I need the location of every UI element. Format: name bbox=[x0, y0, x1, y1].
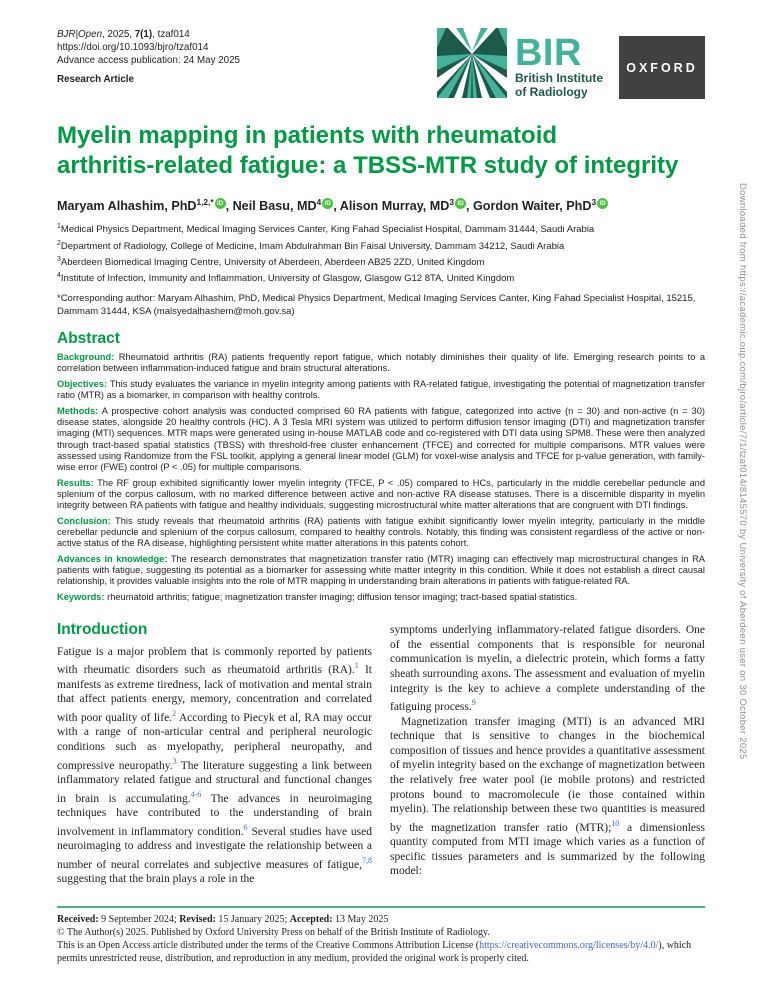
publisher-logos bbox=[437, 28, 705, 99]
intro-paragraph-2: Magnetization transfer imaging (MTI) is an advanced MRI technique that is sensitive to changes in the biochemical composition of tissues and hence provides a quantitative assessment of myelin integrity based on the exchange of magnetization between the relatively free water pool (ie mobile protons) and restricted protons bound to macromolecule (ie those contained within myelin). The relationship between these two quantities is measured by the magnetization transfer ratio (MTR);$^{10}$ a dimensionless quantity computed from MTI image which varies as a function of specific tissues parameters and is summarized by the following model: bbox=[390, 715, 705, 878]
orcid-icon[interactable]: iD bbox=[455, 198, 466, 209]
authors-line bbox=[57, 197, 705, 213]
intro-column-right bbox=[390, 623, 705, 886]
introduction-section bbox=[57, 623, 705, 886]
citation-ref[interactable]: 3 bbox=[172, 756, 177, 766]
abstract-heading: Abstract bbox=[57, 329, 120, 347]
citation-ref[interactable]: 10 bbox=[611, 818, 620, 828]
citation-ref[interactable]: 4-6 bbox=[190, 789, 202, 799]
license-line: This is an Open Access article distributed under the terms of the Creative Commons Attribution License (https://creativecommons.org/licenses/by/4.0/), which permits unrestricted reuse, distribution, and reproduction in any medium, provided the original work is properly cited. bbox=[57, 940, 692, 964]
bir-acronym: BIR bbox=[514, 32, 582, 74]
page-header bbox=[57, 28, 705, 99]
abstract-section-background: Background: Rheumatoid arthritis (RA) patients frequently report fatigue, which notably diminishes their quality of life. Emerging research points to a correlation between inflammation-induced fatigue and brain structural alterations. bbox=[57, 352, 705, 374]
page-footer bbox=[57, 906, 705, 965]
affiliation-line-4: $^4$Institute of Infection, Immunity and Inflammation, University of Glasgow, Glasgow G12 8TA, United Kingdom bbox=[57, 272, 515, 285]
advance-access-line: Advance access publication: 24 May 2025 bbox=[57, 55, 240, 66]
citation-ref[interactable]: 2 bbox=[172, 709, 177, 719]
bir-wordmark bbox=[515, 28, 603, 99]
affiliation-line-1: $^1$Medical Physics Department, Medical Imaging Services Canter, King Fahad Specialist Hospital, Dammam 31444, Saudi Arabia bbox=[57, 223, 595, 236]
affiliations-block bbox=[57, 220, 705, 285]
bir-name: British Institute of Radiology bbox=[514, 71, 603, 99]
bir-sunburst-icon bbox=[437, 28, 507, 99]
author-4: , Gordon Waiter, PhD$^3$ iD bbox=[466, 199, 608, 213]
citation-ref[interactable]: 6 bbox=[243, 822, 248, 832]
intro-paragraph-1-continued: symptoms underlying inflammatory-related fatigue disorders. One of the essential components that is responsible for neuronal communication is myelin, a dielectric protein, which forms a fatty sheath surrounding axons. The assessment and evaluation of myelin integrity is the key to achieve a complete understanding of the fatiguing process.$^9$ bbox=[390, 624, 705, 714]
author-3: , Alison Murray, $MD^3$ iD bbox=[333, 199, 466, 213]
abstract-section-methods: Methods: A prospective cohort analysis was conducted comprised 60 RA patients with fatigue, categorized into active (n = 30) and non-active (n = 30) disease states, alongside 20 healthy controls (HC). A 3 Tesla MRI system was utilized to perform diffusion tensor imaging (DTI) and magnetization transfer imaging (MTI) sequences. MTR maps were generated using in-house MATLAB code and co-registered with DTI data using SPM8. These were then analyzed through tract-based spatial statistics (TBSS) with threshold-free cluster enhancement (TFCE) and corrected for multiple comparisons. MTR values were assessed using Randomize from the FSL toolkit, applying a general linear model (GLM) for voxel-wise analysis and TFCE for p-value generation, with family-wise error (FWE) control (P < .05) for multiple comparisons. bbox=[57, 406, 705, 473]
citation-ref[interactable]: 7,8 bbox=[362, 855, 372, 865]
article-type-label: Research Article bbox=[57, 74, 134, 85]
affiliation-line-2: $^2$Department of Radiology, College of Medicine, Imam Abdulrahman Bin Faisal University, Dammam 34212, Saudi Arabia bbox=[57, 239, 565, 252]
abstract-section-objectives: Objectives: This study evaluates the variance in myelin integrity among patients with RA-related fatigue, investigating the potential of magnetization transfer ratio (MTR) as a biomarker, in comparison with healthy controls. bbox=[57, 379, 705, 401]
affiliation-line-3: $^3$Aberdeen Biomedical Imaging Centre, University of Aberdeen, Aberdeen AB25 2ZD, United Kingdom bbox=[57, 255, 485, 269]
abstract-section-keywords: Keywords: rheumatoid arthritis; fatigue; magnetization transfer imaging; diffusion tensor imaging; tract-based spatial statistics. bbox=[57, 592, 578, 603]
abstract-section-advances: Advances in knowledge: The research demonstrates that magnetization transfer ratio (MTR) imaging can effectively map microstructural changes in RA patients with fatigue, suggesting its potential as a biomarker for assessing white matter integrity in this condition. While it does not establish a direct causal relationship, it provides valuable insights into the role of MTR mapping in understanding brain alterations in patients with fatigue-related RA. bbox=[57, 553, 705, 587]
introduction-heading: Introduction bbox=[57, 621, 148, 639]
intro-column-left bbox=[57, 623, 372, 886]
orcid-icon[interactable]: iD bbox=[215, 198, 226, 209]
journal-citation-line: BJR|Open, 2025, 7(1), tzaf014 bbox=[57, 29, 190, 40]
abstract-section-conclusion: Conclusion: This study reveals that rheumatoid arthritis (RA) patients with fatigue exhibit significantly lower myelin integrity, particularly in the middle cerebellar peduncle and splenium of the corpus callosum, compared to healthy controls. Notably, this finding was consistent regardless of the active or non-active status of the RA disease, highlighting persistent white matter alterations in this patents cohort. bbox=[57, 515, 705, 549]
orcid-icon[interactable]: iD bbox=[322, 198, 333, 209]
abstract-section-results: Results: The RF group exhibited significantly lower myelin integrity (TFCE, P < .05) compared to HCs, particularly in the middle cerebellar peduncle and splenium of the corpus callosum, with no marked difference between active and non-active RA disease statuses. There is a discernible disparity in myelin integrity between RA patients with fatigue and healthy individuals, suggesting microstructural white matter alterations that are congruent with DTI findings. bbox=[57, 477, 705, 511]
doi-link[interactable]: https://doi.org/10.1093/bjro/tzaf014 bbox=[57, 42, 209, 53]
footer-divider bbox=[57, 906, 705, 908]
copyright-line: © The Author(s) 2025. Published by Oxford University Press on behalf of the British Institute of Radiology. bbox=[57, 927, 490, 938]
author-2: , Neil Basu, $MD^4$ iD bbox=[226, 199, 334, 213]
intro-paragraph-1: Fatigue is a major problem that is commonly reported by patients with rheumatic disorders such as rheumatoid arthritis (RA).$^1$ It manifests as extreme tiredness, lack of motivation and mental strain that affect patients energy, memory, concentration and correlated with poor quality of life.$^2$ According to Piecyk et al, RA may occur with a range of non-articular central and peripheral neurologic conditions such as myelopathy, peripheral neuropathy, and compressive neuropathy.$^3$ The literature suggesting a link between inflammatory related fatigue and structural and functional changes in brain is accumulating.$^{4-6}$ The advances in neuroimaging techniques have contributed to the understanding of brain involvement in inflammatory condition.$^6$ Several studies have used neuroimaging to address and investigate the relationship between a number of neural correlates and subjective measures of fatigue,$^{7,8}$ suggesting that the brain plays a role in the bbox=[57, 645, 372, 886]
citation-ref[interactable]: 9 bbox=[471, 698, 476, 708]
citation-block bbox=[57, 28, 240, 86]
bir-logo bbox=[437, 28, 603, 99]
citation-ref[interactable]: 1 bbox=[354, 661, 359, 671]
orcid-icon[interactable]: iD bbox=[597, 198, 608, 209]
oxford-university-press-logo: OXFORD bbox=[619, 36, 705, 99]
article-title: Myelin mapping in patients with rheumatoid arthritis-related fatigue: a TBSS-MTR study of integrity bbox=[57, 122, 679, 179]
corresponding-author-note: *Corresponding author: Maryam Alhashim, PhD, Medical Physics Department, Medical Imaging Services Canter, King Fahad Specialist Hospital, 15215, Dammam 31444, KSA (malsyedalhashem@moh.gov.sa) bbox=[57, 292, 696, 317]
license-link[interactable]: https://creativecommons.org/licenses/by/4.0/ bbox=[479, 940, 659, 951]
author-1: Maryam Alhashim, PhD$^{1,2,*}$ iD bbox=[57, 199, 226, 213]
received-revised-accepted-line: Received: 9 September 2024; Revised: 15 January 2025; Accepted: 13 May 2025 bbox=[57, 914, 389, 925]
download-watermark: Downloaded from https://academic.oup.com/bjro/article/7/1/tzaf014/8145570 by University of Aberdeen user on 30 October 2025 bbox=[737, 183, 748, 760]
